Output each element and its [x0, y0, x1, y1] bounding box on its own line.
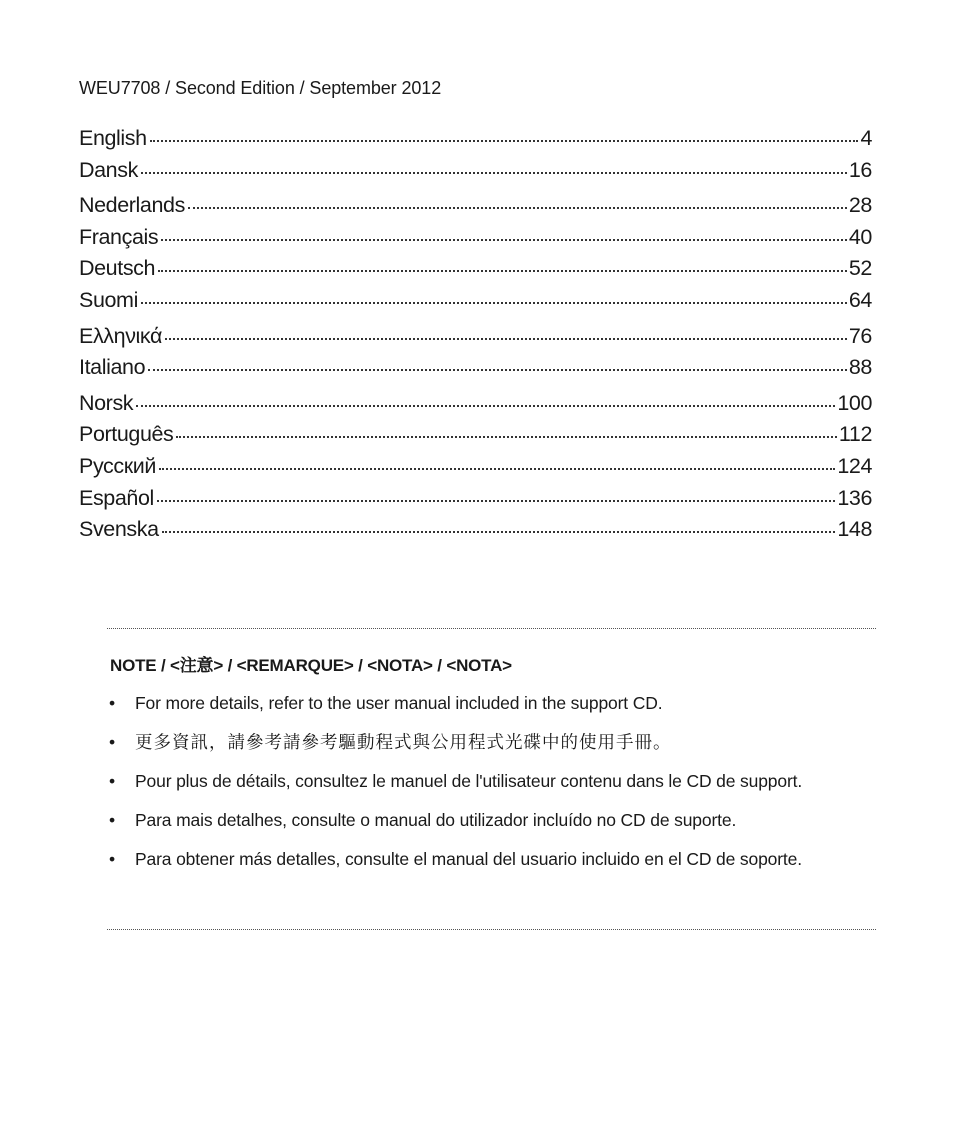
toc-page-number: 64 [848, 287, 872, 312]
toc-page-number: 136 [837, 485, 872, 510]
toc-dot-leader [136, 405, 835, 407]
toc-entry-suomi[interactable] [79, 288, 872, 320]
toc-label: Suomi [79, 287, 138, 312]
bullet-icon: • [109, 693, 115, 713]
toc-page-number: 4 [860, 126, 872, 150]
bullet-icon: • [109, 810, 115, 830]
note-list [107, 691, 876, 886]
note-text-chinese: 更多資訊，請參考請參考驅動程式與公用程式光碟中的使用手冊。 [135, 732, 672, 752]
toc-entry-english[interactable] [79, 126, 872, 158]
list-item [107, 808, 876, 832]
toc-entry-espanol[interactable] [79, 486, 872, 518]
toc-dot-leader [188, 207, 847, 209]
toc-entry-portugues[interactable] [79, 422, 872, 454]
toc-entry-nederlands[interactable] [79, 193, 872, 225]
toc-entry-deutsch[interactable] [79, 256, 872, 288]
toc-label: Español [79, 485, 154, 510]
toc-entry-norsk[interactable] [79, 391, 872, 423]
toc-page-number: 76 [848, 323, 872, 348]
toc-dot-leader [176, 436, 837, 438]
toc-label: Nederlands [79, 193, 185, 218]
toc-page-number: 28 [848, 193, 872, 218]
toc-page-number: 148 [837, 517, 872, 542]
bullet-icon: • [109, 849, 115, 869]
toc-label: Deutsch [79, 256, 156, 281]
toc-entry-italiano[interactable] [79, 355, 872, 387]
list-item [107, 769, 876, 793]
toc-label: Русский [79, 453, 156, 478]
toc-dot-leader [165, 338, 847, 340]
toc-label: Dansk [79, 157, 138, 182]
list-item [107, 691, 876, 715]
note-title: NOTE / <注意> / <REMARQUE> / <NOTA> / <NOTA> [110, 656, 512, 675]
toc-page-number: 100 [837, 390, 872, 415]
toc-entry-dansk[interactable] [79, 158, 872, 190]
bullet-icon: • [109, 732, 117, 752]
bullet-icon: • [109, 771, 115, 791]
toc-label: Ελληνικά [79, 323, 163, 348]
toc-entry-russian[interactable] [79, 454, 872, 486]
toc-label: English [79, 126, 147, 150]
toc-dot-leader [141, 302, 847, 304]
toc-entry-francais[interactable] [79, 225, 872, 257]
note-text-english: For more details, refer to the user manual included in the support CD. [135, 693, 663, 713]
note-text-portuguese: Para mais detalhes, consulte o manual do utilizador incluído no CD de suporte. [135, 810, 737, 830]
toc-page-number: 16 [848, 157, 872, 182]
note-text-spanish: Para obtener más detalles, consulte el manual del usuario incluido en el CD de soporte. [135, 849, 802, 869]
toc-page-number: 52 [848, 256, 872, 281]
toc-page-number: 112 [838, 422, 872, 447]
note-text-french: Pour plus de détails, consultez le manuel de l'utilisateur contenu dans le CD de support. [135, 771, 803, 791]
toc-dot-leader [162, 531, 836, 533]
toc-label: Norsk [79, 390, 134, 415]
table-of-contents [79, 126, 872, 549]
edition-line: WEU7708 / Second Edition / September 2012 [79, 78, 442, 98]
toc-label: Svenska [79, 517, 159, 542]
toc-entry-greek[interactable] [79, 324, 872, 356]
toc-page-number: 88 [848, 355, 872, 380]
toc-label: Italiano [79, 355, 146, 380]
toc-dot-leader [141, 172, 847, 174]
note-box [107, 628, 876, 930]
toc-dot-leader [159, 468, 835, 470]
list-item [107, 730, 876, 754]
toc-dot-leader [148, 369, 847, 371]
toc-dot-leader [161, 239, 847, 241]
toc-dot-leader [157, 500, 835, 502]
toc-dot-leader [158, 270, 847, 272]
toc-dot-leader [150, 140, 859, 142]
list-item [107, 847, 876, 871]
toc-page-number: 40 [848, 224, 872, 249]
toc-label: Português [79, 422, 174, 447]
toc-page-number: 124 [837, 453, 872, 478]
toc-entry-svenska[interactable] [79, 517, 872, 549]
toc-label: Français [79, 224, 159, 249]
